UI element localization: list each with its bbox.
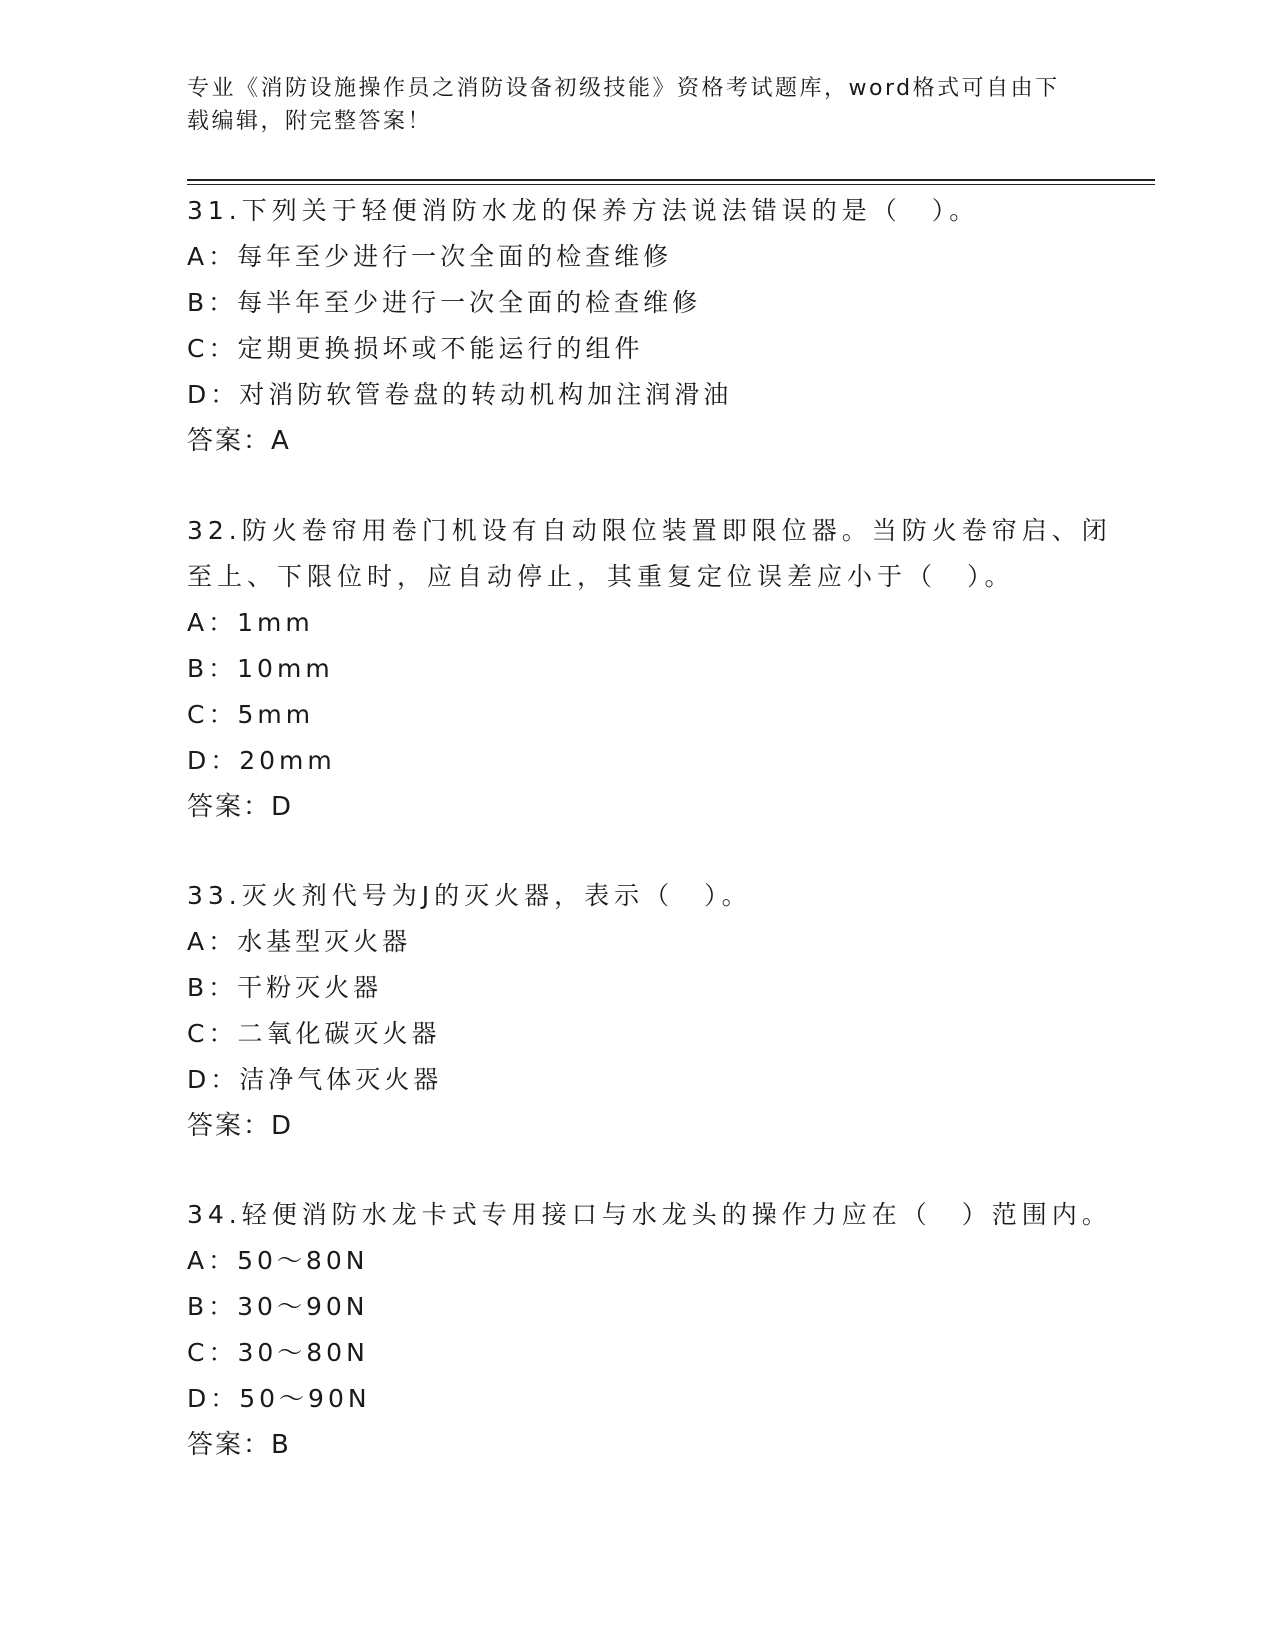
option-c: C：5mm (187, 700, 315, 729)
option-b: B：每半年至少进行一次全面的检查维修 (187, 288, 702, 317)
answer-line (187, 418, 1087, 464)
answer-value: B (271, 1430, 290, 1460)
question-33 (187, 873, 1087, 1149)
answer-label: 答案： (187, 792, 272, 822)
header-note (187, 72, 1067, 138)
option-b: B：30～90N (187, 1292, 369, 1321)
answer-label: 答案： (187, 1430, 272, 1460)
option-d: D：洁净气体灭火器 (187, 1065, 443, 1094)
option-c: C：二氧化碳灭火器 (187, 1019, 441, 1048)
header-line-1: 专业《消防设施操作员之消防设备初级技能》资格考试题库，word格式可自由下 (187, 76, 1060, 101)
answer-value: D (271, 1111, 293, 1141)
option-a: A：水基型灭火器 (187, 927, 412, 956)
question-stem-line: 34.轻便消防水龙卡式专用接口与水龙头的操作力应在（ ）范围内。 (187, 1200, 1112, 1229)
header-divider-thin (187, 184, 1155, 185)
option-a: A：每年至少进行一次全面的检查维修 (187, 242, 673, 271)
answer-line (187, 1103, 1087, 1149)
option-b: B：10mm (187, 654, 334, 683)
question-stem-line: 33.灭火剂代号为J的灭火器，表示（ ）。 (187, 881, 752, 910)
question-stem-line: 至上、下限位时，应自动停止，其重复定位误差应小于（ ）。 (187, 562, 1015, 591)
option-c: C：定期更换损坏或不能运行的组件 (187, 334, 644, 363)
option-b: B：干粉灭火器 (187, 973, 383, 1002)
option-a: A：1mm (187, 608, 314, 637)
option-d: D：50～90N (187, 1384, 371, 1413)
question-stem-line: 31.下列关于轻便消防水龙的保养方法说法错误的是（ ）。 (187, 196, 980, 225)
question-stem (187, 1192, 1112, 1238)
answer-line (187, 784, 1087, 830)
option-d: D：对消防软管卷盘的转动机构加注润滑油 (187, 380, 733, 409)
question-32 (187, 508, 1112, 830)
option-c: C：30～80N (187, 1338, 369, 1367)
question-stem (187, 873, 1087, 919)
option-a: A：50～80N (187, 1246, 369, 1275)
header-divider-thick (187, 179, 1155, 181)
header-line-2: 载编辑，附完整答案！ (187, 109, 433, 134)
answer-line (187, 1422, 1087, 1468)
answer-value: D (271, 792, 293, 822)
answer-value: A (271, 426, 290, 456)
answer-label: 答案： (187, 1111, 272, 1141)
option-d: D：20mm (187, 746, 336, 775)
answer-label: 答案： (187, 426, 272, 456)
question-stem-line: 32.防火卷帘用卷门机设有自动限位装置即限位器。当防火卷帘启、闭 (187, 516, 1112, 545)
question-34 (187, 1192, 1112, 1468)
question-31 (187, 188, 1087, 464)
question-stem (187, 188, 1087, 234)
question-stem (187, 508, 1112, 600)
